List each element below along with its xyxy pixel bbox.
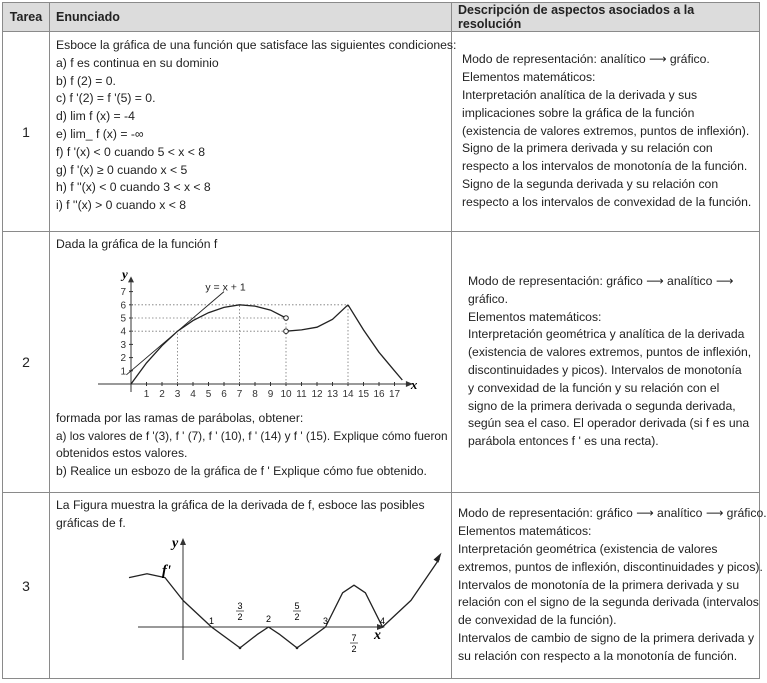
tangent-line [126, 291, 224, 374]
row-number: 1 [3, 32, 50, 232]
description-line: de convexidad de la función). [458, 613, 617, 628]
description-line: (existencia de valores extremos, puntos de inflexión). [462, 123, 750, 138]
description-line: Intervalos de monotonía de la primera derivada y su [458, 577, 740, 592]
function-branch [286, 305, 348, 331]
x-tick-label: 3 [322, 615, 329, 626]
header-row [3, 3, 760, 32]
table-row-1 [3, 32, 760, 232]
statement-line: gráficas de f. [56, 515, 126, 530]
description-line: gráfico. [468, 291, 508, 306]
description-line: extremos, puntos de inflexión, discontinuidades y picos). [458, 559, 763, 574]
y-tick-label: 5 [120, 313, 126, 325]
open-point [284, 315, 289, 320]
line-label: y = x + 1 [205, 281, 246, 294]
y-axis-label: y [172, 535, 179, 551]
x-tick-label: 7 [351, 632, 357, 643]
description-cell [452, 232, 760, 493]
x-tick-label: 11 [296, 388, 307, 400]
x-axis-label: x [374, 627, 381, 643]
description-line: según sea el caso. El operador derivada (si f es una [468, 416, 750, 431]
description-line: Elementos matemáticos: [462, 70, 596, 85]
statement-cell [50, 232, 452, 493]
x-tick-label: 2 [159, 388, 165, 400]
x-tick-label: 13 [326, 388, 339, 400]
header-enunciado: Enunciado [50, 3, 452, 32]
x-tick-label: 2 [265, 613, 272, 624]
x-tick-label: 2 [237, 611, 243, 622]
description-cell [452, 493, 767, 679]
x-tick-label: 9 [267, 388, 274, 400]
description-line: Intervalos de cambio de signo de la primera derivada y [458, 630, 755, 645]
statement-line: i) f ''(x) > 0 cuando x < 8 [56, 198, 186, 213]
description-line: Modo de representación: analítico ⟶ gráfico. [462, 52, 710, 67]
y-tick-label: 6 [120, 300, 126, 312]
task-table [2, 2, 767, 679]
x-tick-label: 6 [221, 388, 227, 400]
x-tick-label: 4 [190, 388, 196, 400]
statement-line: La Figura muestra la gráfica de la derivada de f, esboce las posibles [56, 498, 425, 512]
description-line: discontinuidades y picos). Intervalos de monotonía [468, 363, 742, 377]
function-graph [86, 254, 418, 410]
table-row-2 [3, 232, 760, 493]
statement-cell [50, 32, 457, 232]
description-line: signo de la primera derivada o segunda derivada, [468, 398, 736, 413]
row-number: 2 [3, 232, 50, 493]
x-axis-label: x [410, 376, 418, 392]
curve-label: f' [161, 562, 172, 579]
statement-line: a) f es continua en su dominio [56, 55, 219, 70]
x-tick-label: 1 [208, 615, 215, 626]
x-tick-label: 15 [357, 388, 370, 400]
x-tick-label: 3 [237, 600, 243, 611]
statement-line: g) f '(x) ≥ 0 cuando x < 5 [56, 162, 188, 177]
x-tick-label: 10 [280, 388, 292, 400]
function-branch [131, 305, 286, 384]
statement-line: b) f (2) = 0. [56, 73, 116, 88]
statement-line: e) lim_ f (x) = -∞ [56, 126, 144, 141]
description-line: Elementos matemáticos: [468, 309, 602, 324]
description-line: relación con el signo de la segunda derivada (intervalos [458, 595, 759, 610]
curve-point [296, 646, 299, 649]
x-tick-label: 17 [388, 388, 401, 400]
y-tick-label: 4 [120, 326, 126, 338]
x-tick-label: 4 [379, 615, 386, 626]
description-line: Signo de la segunda derivada y su relación con [462, 176, 719, 191]
description-line: y convexidad de la función y su relación con el [468, 380, 720, 395]
description-line: parábola entonces f ' es una recta). [468, 434, 659, 449]
statement-line: d) lim f (x) = -4 [56, 109, 135, 124]
x-tick-label: 5 [205, 388, 212, 400]
y-tick-label: 1 [120, 366, 126, 378]
table-row-3 [3, 493, 760, 679]
header-descripcion: Descripción de aspectos asociados a la resolución [452, 3, 760, 32]
x-tick-label: 2 [294, 611, 300, 622]
description-line: Interpretación geométrica (existencia de valores [458, 542, 718, 556]
row-number: 3 [3, 493, 50, 679]
y-tick-label: 2 [120, 352, 126, 364]
statement-line: b) Realice un esbozo de la gráfica de f ' Explique cómo fue obtenido. [56, 464, 427, 479]
statement-cell [50, 493, 452, 679]
description-line: Signo de la primera derivada y su relación con [462, 141, 713, 156]
open-point [284, 329, 289, 334]
x-tick-label: 8 [252, 388, 258, 400]
statement-line: a) los valores de f '(3), f ' (7), f ' (10), f ' (14) y f ' (15). Explique cómo fueron [56, 428, 448, 443]
x-tick-label: 5 [294, 600, 300, 611]
description-cell [452, 32, 760, 232]
y-axis-arrow [180, 538, 186, 545]
description-line: (existencia de valores extremos, puntos de inflexión, [468, 345, 752, 360]
description-line: Modo de representación: gráfico ⟶ analítico ⟶ gráfico. [458, 506, 767, 521]
statement-line: h) f ''(x) < 0 cuando 3 < x < 8 [56, 180, 211, 195]
statement-line: Esboce la gráfica de una función que satisface las siguientes condiciones: [56, 38, 457, 52]
statement-line: obtenidos estos valores. [56, 446, 188, 461]
x-tick-label: 12 [311, 388, 323, 400]
description-line: respecto a los intervalos de monotonía de la función. [462, 159, 748, 174]
x-tick-label: 1 [143, 388, 150, 400]
x-tick-label: 14 [342, 388, 354, 400]
description-line: Elementos matemáticos: [458, 524, 592, 539]
description-line: respecto a los intervalos de convexidad de la función. [462, 194, 752, 209]
curve-arrow [434, 552, 442, 562]
x-tick-label: 2 [351, 643, 357, 654]
curve-point [239, 646, 242, 649]
description-line: implicaciones sobre la gráfica de la función [462, 105, 695, 120]
y-axis-label: y [122, 266, 128, 282]
x-tick-label: 7 [236, 388, 243, 400]
derivative-graph [78, 535, 388, 665]
description-line: Modo de representación: gráfico ⟶ analítico ⟶ [468, 274, 734, 289]
y-tick-label: 3 [120, 339, 126, 351]
statement-line: formada por las ramas de parábolas, obtener: [56, 410, 304, 425]
derivative-curve [129, 558, 440, 647]
description-line: su relación con respecto a la monotonía de función. [458, 648, 738, 663]
statement-intro: Dada la gráfica de la función f [56, 237, 218, 251]
x-tick-label: 16 [373, 388, 385, 400]
description-line: Interpretación analítica de la derivada y sus [462, 88, 698, 102]
statement-line: c) f '(2) = f '(5) = 0. [56, 91, 156, 106]
description-line: Interpretación geométrica y analítica de la derivada [468, 327, 745, 342]
function-branch [348, 305, 402, 380]
y-axis-arrow [128, 276, 134, 282]
x-tick-label: 3 [174, 388, 181, 400]
y-tick-label: 7 [120, 286, 126, 298]
statement-line: f) f '(x) < 0 cuando 5 < x < 8 [56, 144, 205, 159]
header-tarea: Tarea [3, 3, 50, 32]
